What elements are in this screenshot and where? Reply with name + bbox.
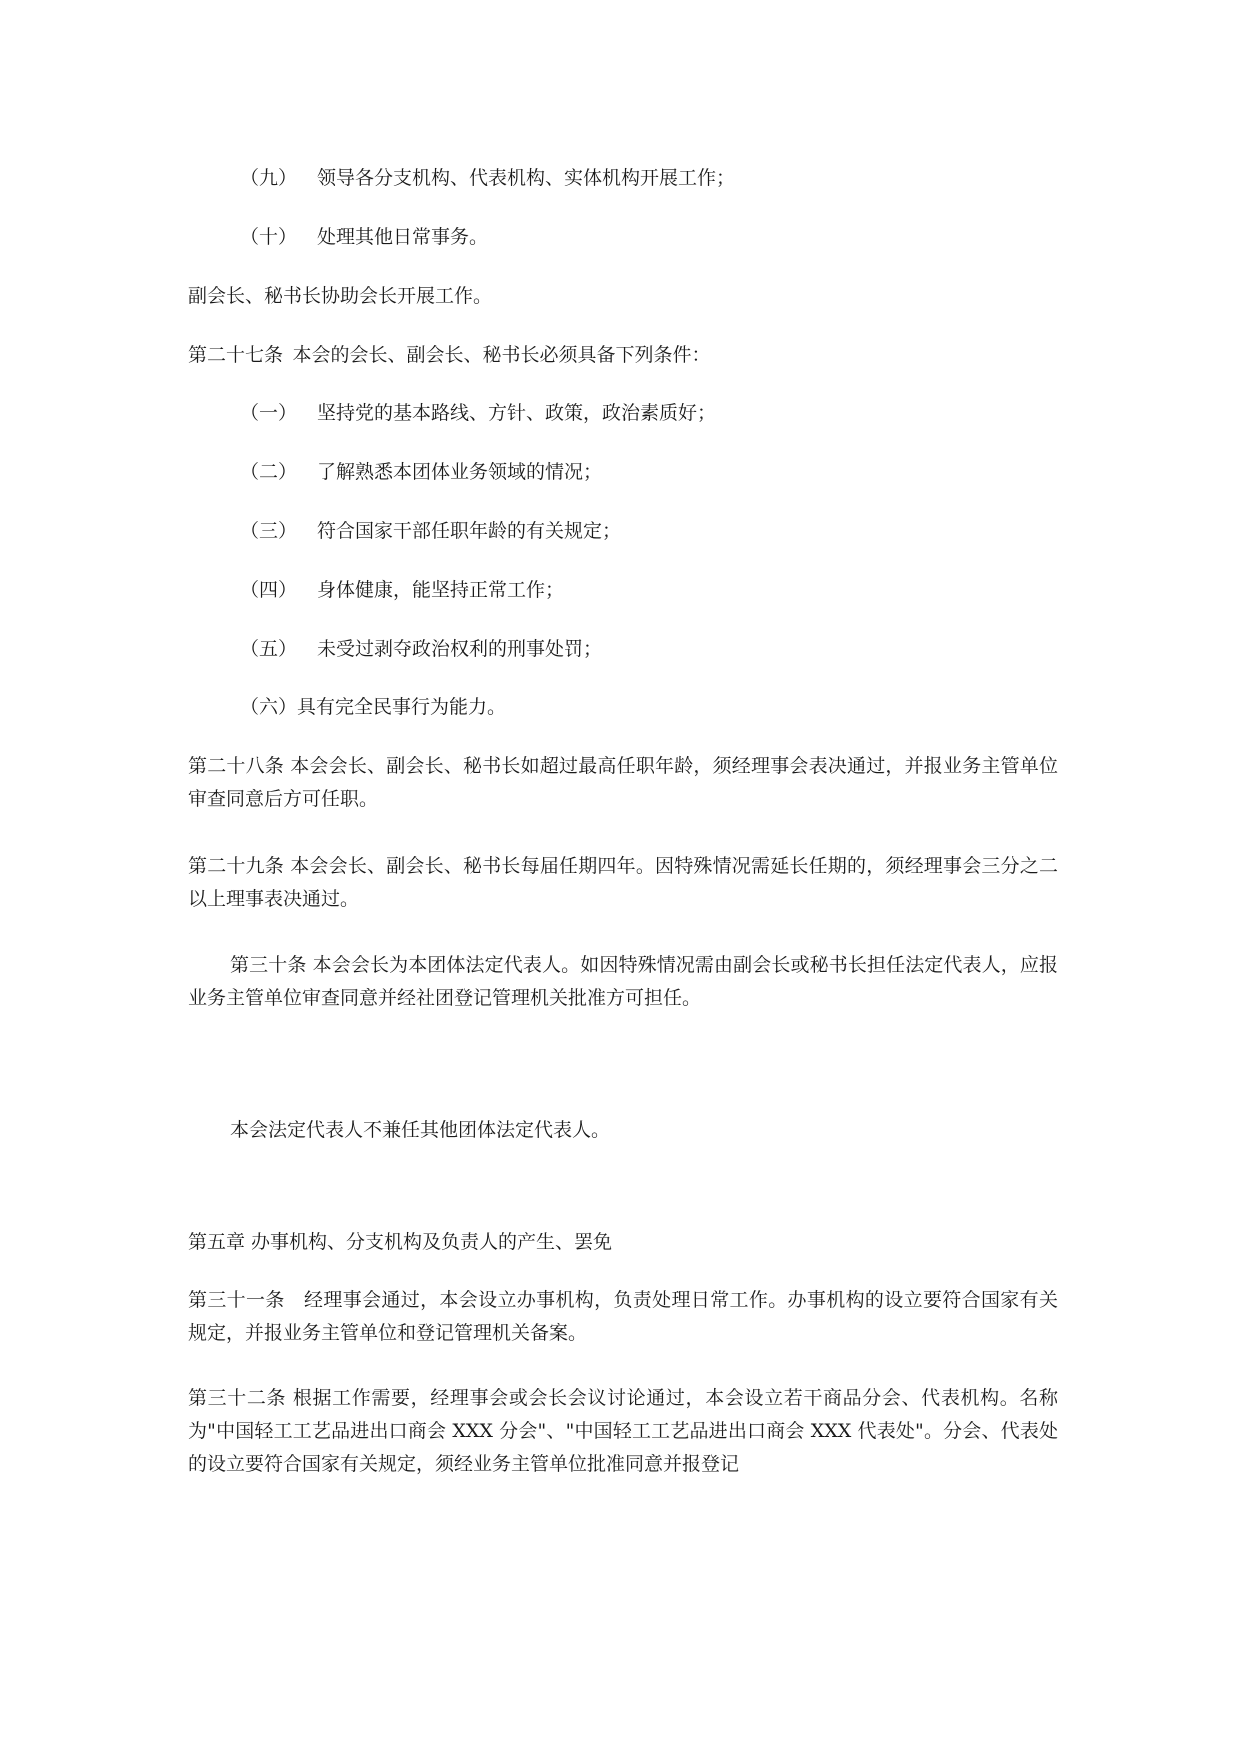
representative-note: 本会法定代表人不兼任其他团体法定代表人。 [230,1119,611,1141]
list-item [240,398,716,428]
article-29: 第二十九条 本会会长、副会长、秘书长每届任期四年。因特殊情况需延长任期的，须经理事会三分之二以上理事表决通过。 [188,855,1058,910]
article-27-heading [188,340,711,370]
item-text: 坚持党的基本路线、方针、政策，政治素质好； [317,402,717,424]
item-number: （九） [240,167,298,189]
list-item [240,222,488,252]
item-text: 符合国家干部任职年龄的有关规定； [317,520,622,542]
deputy-note: 副会长、秘书长协助会长开展工作。 [188,285,493,307]
article-text: 本会的会长、副会长、秘书长必须具备下列条件： [292,344,711,366]
article-30: 第三十条 本会会长为本团体法定代表人。如因特殊情况需由副会长或秘书长担任法定代表人，应报业务主管单位审查同意并经社团登记管理机关批准方可担任。 [188,954,1058,1009]
list-item [240,516,621,546]
list-item [240,457,602,487]
item-number: （二） [240,461,298,483]
article-number: 第二十七条 [188,344,284,366]
list-item [240,163,735,193]
article-31: 第三十一条 经理事会通过，本会设立办事机构，负责处理日常工作。办事机构的设立要符合国家有关规定，并报业务主管单位和登记管理机关备案。 [188,1289,1058,1344]
item-number: （五） [240,638,298,660]
article-28: 第二十八条 本会会长、副会长、秘书长如超过最高任职年龄，须经理事会表决通过，并报业务主管单位审查同意后方可任职。 [188,755,1058,810]
item-text: 领导各分支机构、代表机构、实体机构开展工作； [317,167,736,189]
item-text: 未受过剥夺政治权利的刑事处罚； [317,638,603,660]
item-text: 处理其他日常事务。 [317,226,489,248]
article-32: 第三十二条 根据工作需要，经理事会或会长会议讨论通过，本会设立若干商品分会、代表机构。名称为"中国轻工工艺品进出口商会 XXX 分会"、"中国轻工工艺品进出口商会 XXX 代表处"。分会、代表处的设立要符合国家有关规定，须经业务主管单位批准同意并报登记 [188,1387,1058,1475]
list-item [240,634,602,664]
item-text: 了解熟悉本团体业务领域的情况； [317,461,603,483]
item-text: 身体健康，能坚持正常工作； [317,579,565,601]
list-item [240,575,564,605]
list-item: （六）具有完全民事行为能力。 [240,696,507,718]
item-number: （四） [240,579,298,601]
chapter-heading: 第五章 办事机构、分支机构及负责人的产生、罢免 [188,1231,613,1253]
item-number: （十） [240,226,298,248]
item-number: （三） [240,520,298,542]
item-number: （一） [240,402,298,424]
